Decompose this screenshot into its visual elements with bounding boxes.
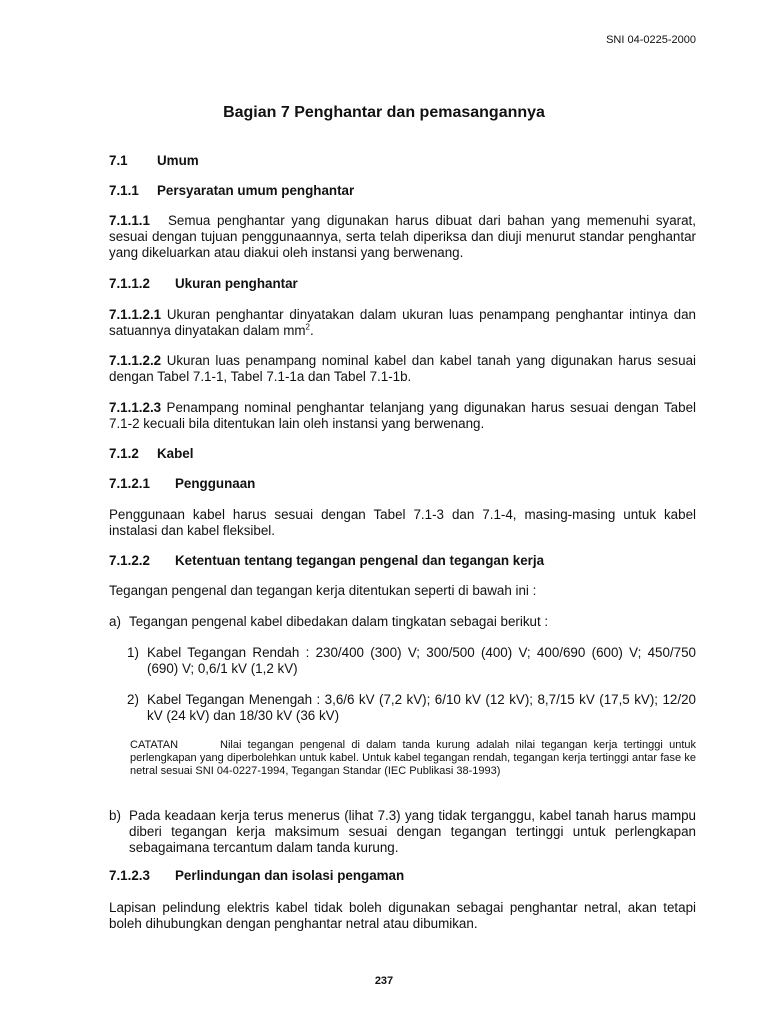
heading-number: 7.1.1.2 bbox=[109, 276, 150, 291]
page-number: 237 bbox=[374, 975, 394, 987]
list-item-1 bbox=[127, 645, 696, 677]
list-marker: b) bbox=[109, 808, 121, 823]
paragraph-7-1-2-2: Tegangan pengenal dan tegangan kerja ditentukan seperti di bawah ini : bbox=[109, 583, 537, 598]
paragraph-number: 7.1.1.2.3 bbox=[109, 400, 162, 415]
list-text: Pada keadaan kerja terus menerus (lihat 7.3) yang tidak terganggu, kabel tanah harus mampu diberi tegangan kerja maksimum sesuai dengan tegangan tertinggi untuk perlengkapan sebagaimana tercantum dalam tanda kurung. bbox=[129, 808, 696, 855]
paragraph-7-1-1-2-3 bbox=[109, 400, 696, 432]
heading-text: Penggunaan bbox=[175, 476, 256, 491]
heading-text: Kabel bbox=[157, 446, 194, 461]
paragraph-text: Ukuran penghantar dinyatakan dalam ukuran luas penampang penghantar intinya dan satuannya dinyatakan dalam mm bbox=[109, 307, 696, 338]
paragraph-end: . bbox=[309, 323, 314, 338]
heading-number: 7.1.1 bbox=[109, 183, 139, 198]
paragraph-number: 7.1.1.2.2 bbox=[109, 353, 162, 368]
heading-text: Persyaratan umum penghantar bbox=[157, 183, 355, 198]
list-marker: 1) bbox=[127, 645, 139, 660]
heading-text: Ketentuan tentang tegangan pengenal dan tegangan kerja bbox=[175, 553, 545, 568]
list-item-a bbox=[109, 614, 696, 630]
paragraph-7-1-1-2-2 bbox=[109, 353, 696, 385]
paragraph-text: Penampang nominal penghantar telanjang yang digunakan harus sesuai dengan Tabel 7.1-2 kecuali bila ditentukan lain oleh instansi yang berwenang. bbox=[109, 400, 696, 431]
heading-number: 7.1 bbox=[109, 153, 128, 168]
heading-number: 7.1.2.3 bbox=[109, 868, 150, 883]
heading-7-1-2-3 bbox=[109, 868, 404, 883]
list-text: Kabel Tegangan Rendah : 230/400 (300) V; 300/500 (400) V; 400/690 (600) V; 450/750 (690) V; 0,6/1 kV (1,2 kV) bbox=[147, 645, 696, 676]
list-marker: a) bbox=[109, 614, 121, 629]
heading-7-1-1 bbox=[109, 183, 354, 198]
heading-7-1-2-1 bbox=[109, 476, 255, 491]
paragraph-text: Ukuran luas penampang nominal kabel dan kabel tanah yang digunakan harus sesuai dengan Tabel 7.1-1, Tabel 7.1-1a dan Tabel 7.1-1b. bbox=[109, 353, 696, 384]
list-text: Kabel Tegangan Menengah : 3,6/6 kV (7,2 kV); 6/10 kV (12 kV); 8,7/15 kV (17,5 kV); 12/20 kV (24 kV) dan 18/30 kV (36 kV) bbox=[147, 692, 696, 723]
paragraph-text: Semua penghantar yang digunakan harus dibuat dari bahan yang memenuhi syarat, sesuai dengan tujuan penggunaannya, serta telah diperiksa dan diuji menurut standar penghantar yang dikeluarkan atau diakui oleh instansi yang berwenang. bbox=[109, 213, 696, 260]
note-label: CATATAN bbox=[130, 739, 179, 751]
list-marker: 2) bbox=[127, 692, 139, 707]
heading-text: Ukuran penghantar bbox=[175, 276, 298, 291]
heading-7-1-2 bbox=[109, 446, 193, 461]
superscript: 2 bbox=[305, 322, 310, 332]
note-text: Nilai tegangan pengenal di dalam tanda kurung adalah nilai tegangan kerja tertinggi untuk perlengkapan yang diperbolehkan untuk kabel. Untuk kabel tegangan rendah, tegangan kerja tertinggi antar fase ke netral sesuai SNI 04-0227-1994, Tegangan Standar (IEC Publikasi 38-1993) bbox=[130, 739, 696, 777]
paragraph-number: 7.1.1.2.1 bbox=[109, 307, 162, 322]
heading-number: 7.1.2 bbox=[109, 446, 139, 461]
paragraph-7-1-1-2-1 bbox=[109, 307, 696, 339]
heading-number: 7.1.2.1 bbox=[109, 476, 150, 491]
note bbox=[130, 739, 696, 778]
heading-7-1-2-2 bbox=[109, 553, 544, 568]
paragraph-7-1-1-1 bbox=[109, 213, 696, 261]
page-title: Bagian 7 Penghantar dan pemasangannya bbox=[223, 104, 545, 121]
heading-7-1 bbox=[109, 153, 199, 168]
heading-7-1-1-2 bbox=[109, 276, 298, 291]
heading-number: 7.1.2.2 bbox=[109, 553, 150, 568]
heading-text: Umum bbox=[157, 153, 199, 168]
heading-text: Perlindungan dan isolasi pengaman bbox=[175, 868, 405, 883]
paragraph-number: 7.1.1.1 bbox=[109, 213, 150, 228]
standard-number: SNI 04-0225-2000 bbox=[606, 34, 696, 46]
list-item-2 bbox=[127, 692, 696, 724]
paragraph-7-1-2-3: Lapisan pelindung elektris kabel tidak boleh digunakan sebagai penghantar netral, akan tetapi boleh dihubungkan dengan penghantar netral atau dibumikan. bbox=[109, 900, 696, 931]
list-text: Tegangan pengenal kabel dibedakan dalam tingkatan sebagai berikut : bbox=[129, 614, 549, 629]
paragraph-7-1-2-1: Penggunaan kabel harus sesuai dengan Tabel 7.1-3 dan 7.1-4, masing-masing untuk kabel instalasi dan kabel fleksibel. bbox=[109, 507, 696, 538]
list-item-b bbox=[109, 808, 696, 856]
